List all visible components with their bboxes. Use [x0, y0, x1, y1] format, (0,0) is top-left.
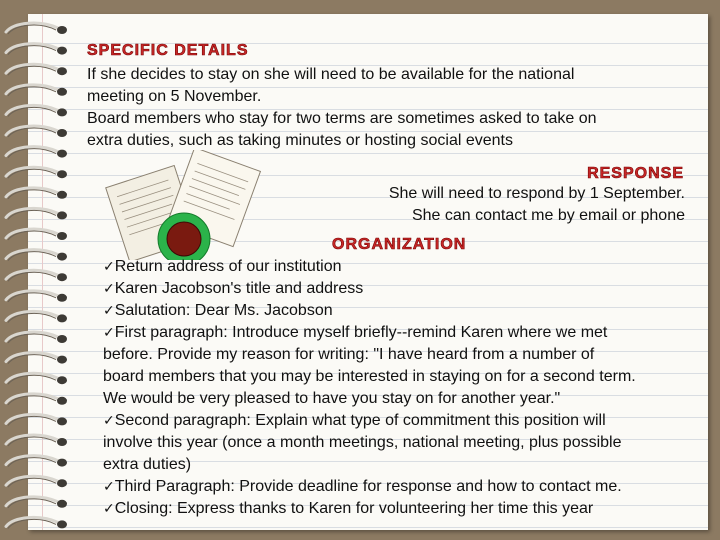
papers-clip-illustration	[86, 150, 276, 260]
response-line: She will need to respond by 1 September.	[388, 185, 685, 202]
organization-item: ✓Salutation: Dear Ms. Jacobson	[103, 302, 333, 319]
punch-hole	[57, 129, 67, 137]
punch-hole	[57, 500, 67, 508]
organization-item: ✓Return address of our institution	[103, 258, 342, 275]
organization-item: ✓Karen Jacobson's title and address	[103, 280, 364, 297]
checkmark-icon: ✓	[103, 281, 115, 297]
checkmark-icon: ✓	[103, 303, 115, 319]
punch-hole	[57, 314, 67, 322]
response-line: She can contact me by email or phone	[411, 207, 685, 224]
specific-detail-line: meeting on 5 November.	[87, 88, 262, 105]
checkmark-icon: ✓	[103, 259, 115, 275]
punch-hole	[57, 335, 67, 343]
punch-hole	[57, 26, 67, 34]
punch-hole	[57, 170, 67, 178]
punch-hole	[57, 376, 67, 384]
punch-hole	[57, 356, 67, 364]
organization-item: before. Provide my reason for writing: "I have heard from a number of	[103, 346, 595, 363]
punch-hole	[57, 232, 67, 240]
checkmark-icon: ✓	[103, 479, 115, 495]
punch-hole	[57, 479, 67, 487]
organization-item: involve this year (once a month meetings, national meeting, plus possible	[103, 434, 622, 451]
checkmark-icon: ✓	[103, 501, 115, 517]
punch-hole	[57, 459, 67, 467]
organization-item: We would be very pleased to have you stay on for another year."	[103, 390, 561, 407]
specific-details-heading: SPECIFIC DETAILS	[87, 42, 249, 59]
punch-hole	[57, 47, 67, 55]
punch-hole	[57, 253, 67, 261]
organization-item: board members that you may be interested in staying on for a second term.	[103, 368, 636, 385]
punch-hole	[57, 520, 67, 528]
punch-hole	[57, 211, 67, 219]
specific-detail-line: Board members who stay for two terms are sometimes asked to take on	[87, 110, 597, 127]
spiral-binding	[0, 0, 80, 540]
organization-item: extra duties)	[103, 456, 192, 473]
specific-detail-line: extra duties, such as taking minutes or hosting social events	[87, 132, 513, 149]
checkmark-icon: ✓	[103, 325, 115, 341]
punch-hole	[57, 191, 67, 199]
punch-hole	[57, 397, 67, 405]
punch-hole	[57, 438, 67, 446]
specific-detail-line: If she decides to stay on she will need to be available for the national	[87, 66, 575, 83]
organization-item: ✓Closing: Express thanks to Karen for volunteering her time this year	[103, 500, 594, 517]
punch-hole	[57, 150, 67, 158]
checkmark-icon: ✓	[103, 413, 115, 429]
punch-hole	[57, 108, 67, 116]
organization-item: ✓Second paragraph: Explain what type of commitment this position will	[103, 412, 606, 429]
punch-hole	[57, 67, 67, 75]
organization-item: ✓First paragraph: Introduce myself briefly--remind Karen where we met	[103, 324, 608, 341]
organization-heading: ORGANIZATION	[332, 236, 467, 253]
response-heading: RESPONSE	[587, 165, 684, 182]
punch-hole	[57, 294, 67, 302]
punch-hole	[57, 417, 67, 425]
punch-hole	[57, 88, 67, 96]
punch-hole	[57, 273, 67, 281]
organization-item: ✓Third Paragraph: Provide deadline for response and how to contact me.	[103, 478, 622, 495]
